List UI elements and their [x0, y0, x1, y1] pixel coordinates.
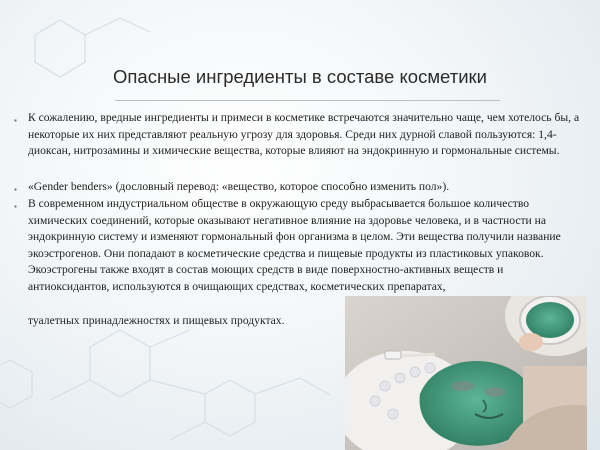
bullet-paragraph-3: В современном индустриальном обществе в окружающую среду выбрасывается большое количество химических соединений, которые оказывают негативное влияние на здоровье человека, и в частности на эндокринную систему и изменяют гормональный фон организма в целом. Эти вещества получили название экоэстрогенов. Они попадают в косметические средства и пищевые продукты из пластиковых упаковок. Экоэстрогены также входят в состав моющих средств в виде поверхностно-активных веществ и антиоксидантов, используются в очищающих средствах, косметических препаратах, [28, 197, 561, 293]
bullet-marker: ▪ [14, 185, 17, 194]
green-face-mask-photo [345, 296, 587, 450]
bullet-marker: ▪ [14, 116, 17, 125]
bullet-paragraph-2: «Gender benders» (дословный перевод: «вещество, которое способно изменить пол»). [28, 180, 450, 193]
title-divider [115, 100, 500, 101]
bullet-paragraph-1: К сожалению, вредные ингредиенты и примеси в косметике встречаются значительно чаще, чем хотелось бы, а некоторые их них представляют реальную угрозу для здоровья. Среди них дурной славой пользуются: 1,4-диоксан, нитрозамины и химические вещества, которые влияют на эндокринную и гормональные системы. [28, 111, 580, 158]
slide-title: Опасные ингредиенты в составе косметики [113, 66, 487, 87]
bullet-marker: ▪ [14, 202, 17, 211]
continuation-line: туалетных принадлежностях и пищевых продуктах. [28, 314, 285, 327]
